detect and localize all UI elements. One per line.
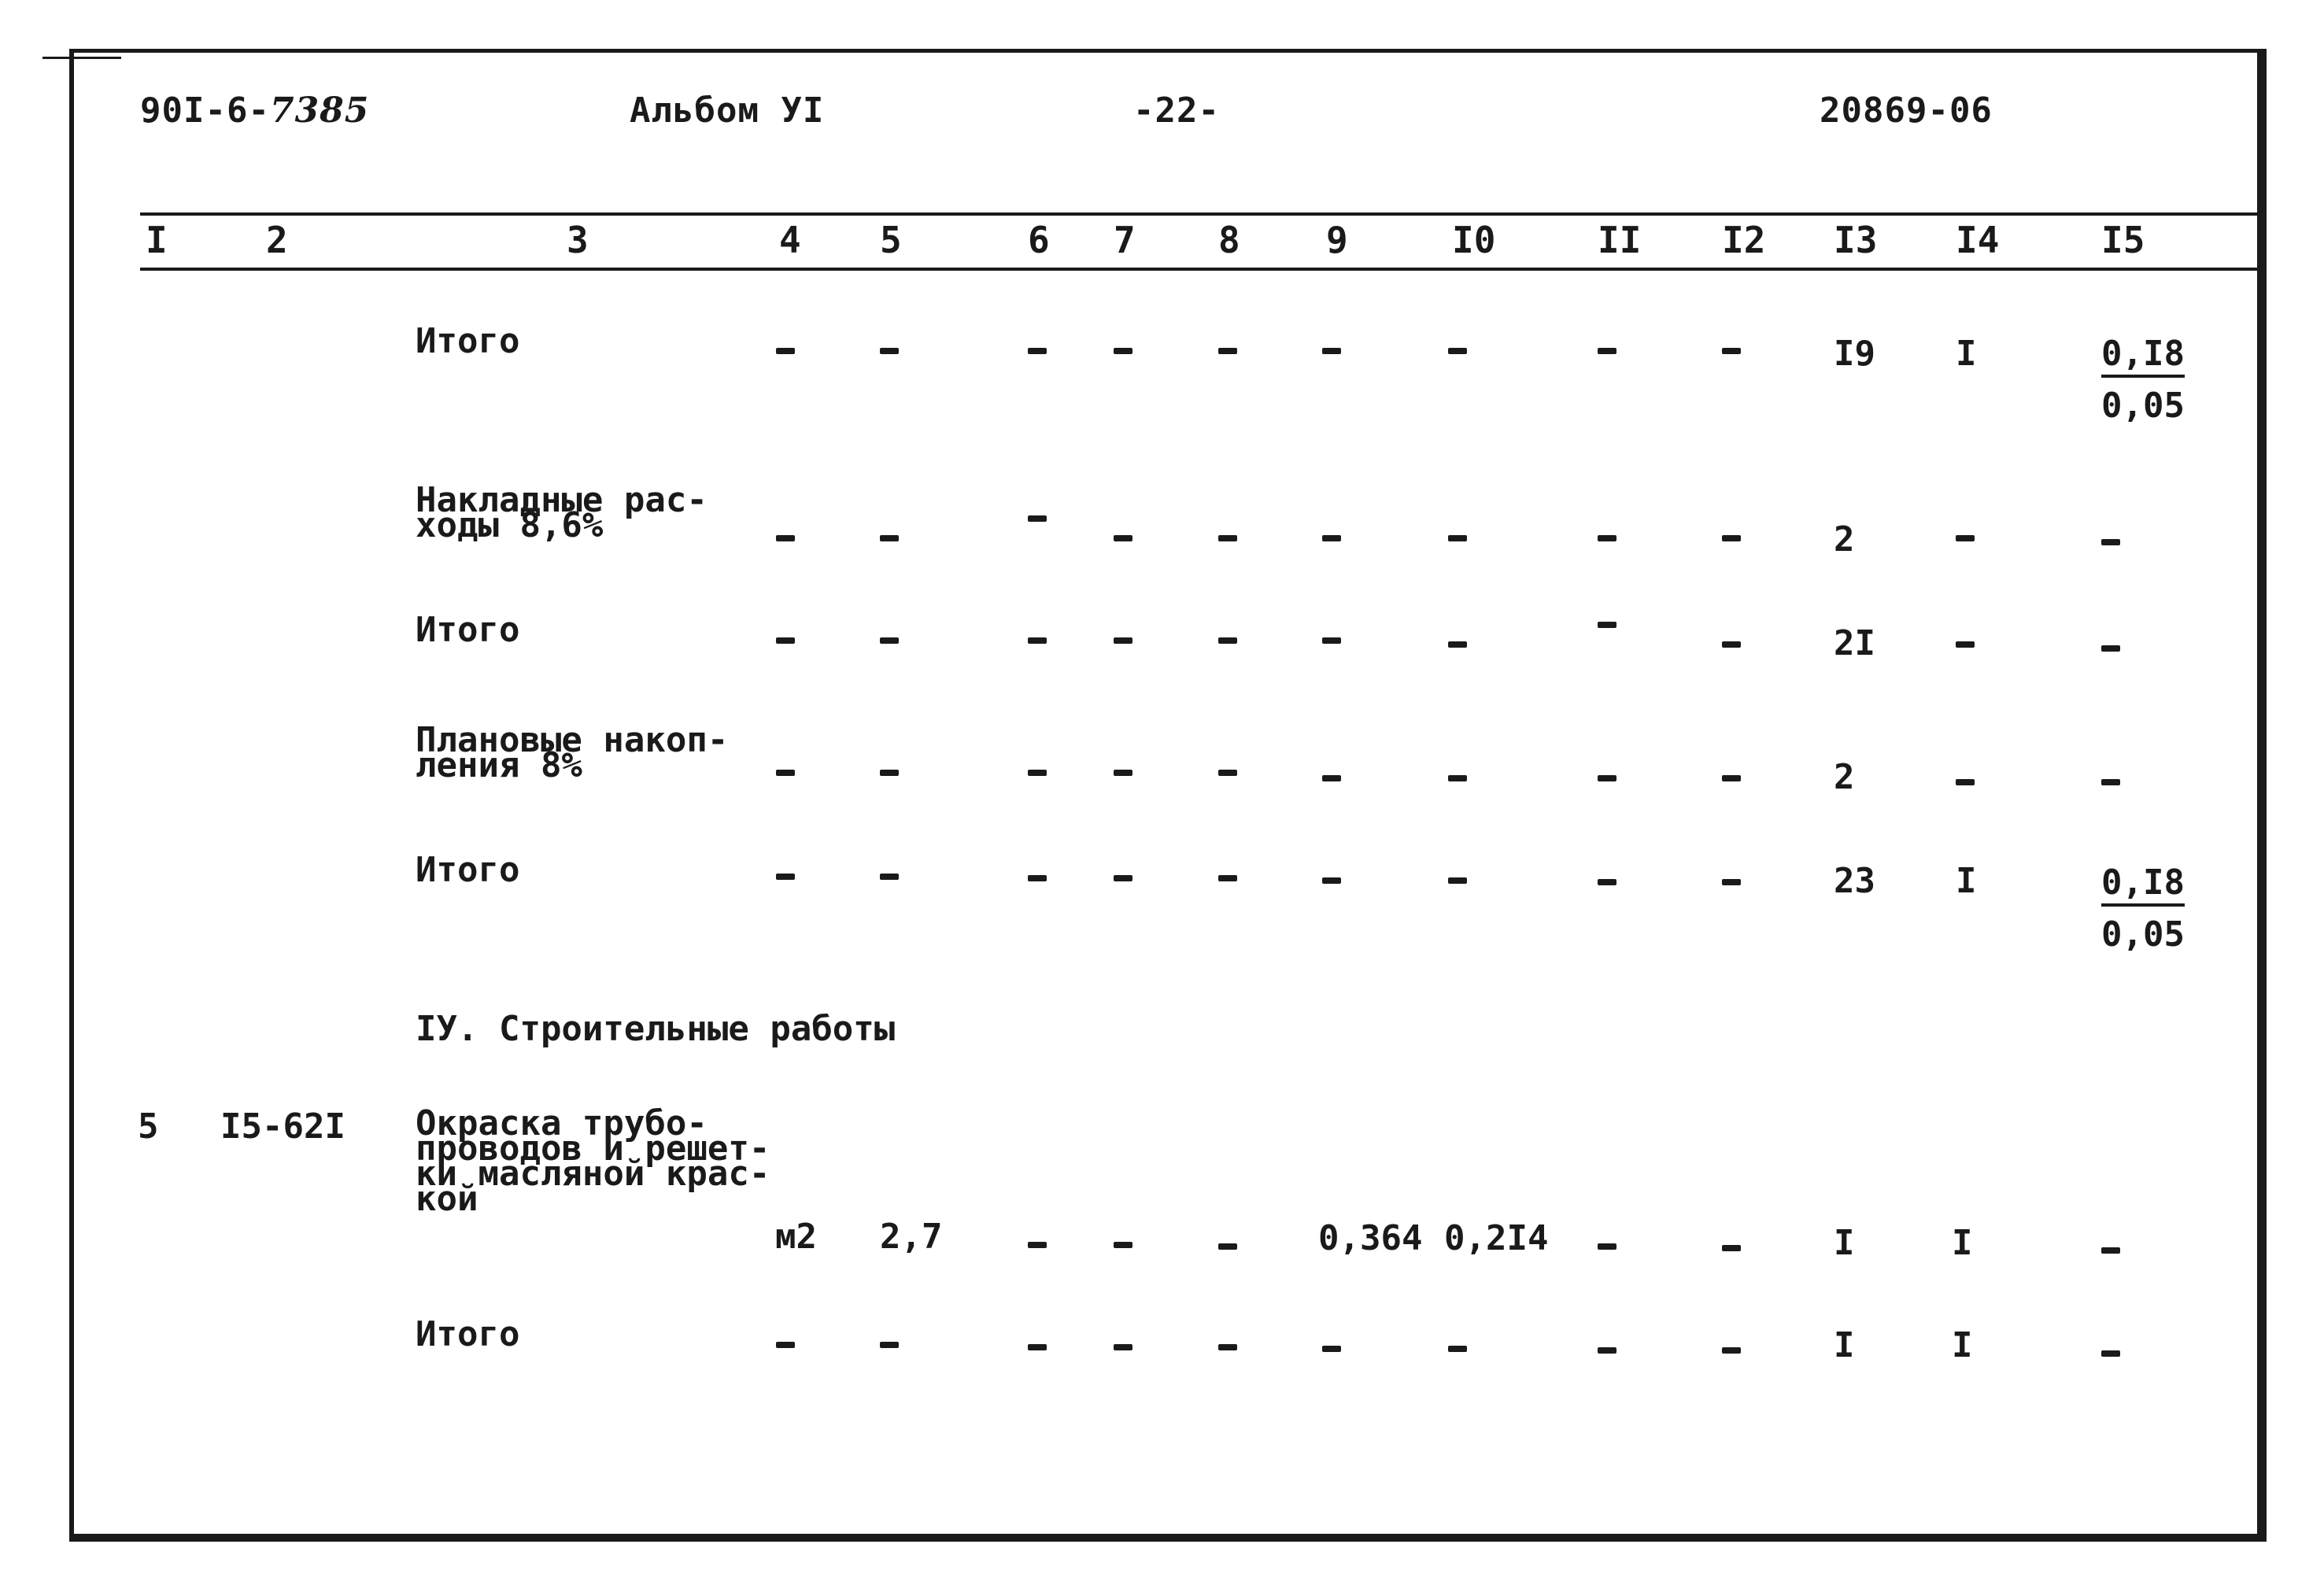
fraction-denominator: 0,05 [2101,386,2185,426]
dash [1028,637,1047,644]
dash [1322,775,1341,781]
cell-col13: 2 [1834,519,1855,560]
page-frame [69,49,2267,1542]
dash [1722,348,1741,354]
col-head-10: I0 [1452,219,1496,261]
header-rule-top [140,212,2261,216]
dash [1028,875,1047,881]
dash [1448,877,1467,884]
dash [1114,875,1132,881]
col-head-3: 3 [567,219,589,261]
dash [1448,641,1467,648]
col-head-1: I [146,219,168,261]
dash [776,874,795,880]
dash [1598,622,1616,628]
dash [1218,770,1237,776]
dash [1448,775,1467,781]
dash [1114,1242,1132,1248]
cell-col13: 2I [1834,623,1875,663]
cell-col1: 5 [138,1106,159,1147]
cell-col13: I [1834,1223,1855,1263]
dash [1028,515,1047,522]
cell-col9: 0,364 [1318,1218,1423,1258]
dash [776,637,795,644]
header-rule-bottom [140,268,2261,271]
dash [1722,1347,1741,1354]
dash [1028,1344,1047,1350]
col-head-15: I5 [2101,219,2145,261]
dash [1448,348,1467,354]
dash [776,1342,795,1348]
fraction-col15 [2101,334,2185,426]
dash [1218,637,1237,644]
cell-col13: 2 [1834,757,1855,797]
dash [1598,1243,1616,1250]
dash [1322,1346,1341,1352]
dash [1218,1243,1237,1250]
dash [1028,1242,1047,1248]
row-label: Накладные рас- ходы 8,6% [416,480,708,545]
dash [1598,879,1616,885]
dash [1322,877,1341,884]
dash [1956,641,1975,648]
col-head-14: I4 [1956,219,2000,261]
row-label: Итого [416,850,520,890]
dash [880,1342,899,1348]
fraction-numerator: 0,I8 [2101,337,2185,378]
col-head-7: 7 [1114,219,1136,261]
col-head-12: I2 [1722,219,1766,261]
dash [1114,637,1132,644]
dash [1114,535,1132,541]
dash [1218,535,1237,541]
cell-col10: 0,2I4 [1444,1218,1549,1258]
page-number: -22- [1133,91,1220,131]
dash [776,348,795,354]
dash [1722,535,1741,541]
dash [880,535,899,541]
dash [1322,535,1341,541]
dash [1722,879,1741,885]
dash [2101,779,2120,785]
dash [1956,535,1975,541]
col-head-5: 5 [880,219,902,261]
row-label: Итого [416,1314,520,1354]
row-label: Итого [416,321,520,361]
cell-col13: 23 [1834,861,1875,901]
dash [1028,770,1047,776]
album-title: Альбом УI [630,91,825,131]
col-head-13: I3 [1834,219,1878,261]
dash [1448,535,1467,541]
dash [1322,637,1341,644]
fraction-numerator: 0,I8 [2101,866,2185,907]
row-label: Окраска трубо- проводов и решет- ки масляной крас- кой [416,1103,770,1219]
dash [1956,779,1975,785]
dash [776,770,795,776]
dash [1598,775,1616,781]
col-head-9: 9 [1326,219,1348,261]
cell-col13: I9 [1834,334,1875,374]
cell-col4: м2 [775,1217,817,1257]
dash [1722,641,1741,648]
col-head-6: 6 [1028,219,1050,261]
dash [880,637,899,644]
dash [1114,1344,1132,1350]
dash [2101,1247,2120,1254]
dash [880,874,899,880]
cell-col14: I [1956,334,1977,374]
dash [1218,875,1237,881]
dash [1114,770,1132,776]
col-head-2: 2 [266,219,288,261]
dash [1218,348,1237,354]
dash [1598,535,1616,541]
cell-col13: I [1834,1325,1855,1365]
cell-col5: 2,7 [880,1217,943,1257]
col-head-4: 4 [779,219,801,261]
dash [1218,1344,1237,1350]
dash [1448,1346,1467,1352]
fraction-denominator: 0,05 [2101,914,2185,955]
dash [1722,775,1741,781]
col-head-8: 8 [1218,219,1240,261]
row-label: Плановые накоп- ления 8% [416,720,729,785]
dash [1114,348,1132,354]
document-number: 20869-06 [1820,91,1993,131]
dash [1598,348,1616,354]
dash [2101,539,2120,545]
dash [2101,645,2120,652]
cell-col14: I [1956,861,1977,901]
cell-col14: I [1952,1223,1973,1263]
dash [1722,1245,1741,1251]
cell-col14: I [1952,1325,1973,1365]
handwritten-code: 7385 [269,91,370,131]
document-code: 90I-6-7385 [140,91,370,131]
dash [880,770,899,776]
dash [1322,348,1341,354]
dash [2101,1350,2120,1357]
cell-col2: I5-62I [220,1106,345,1147]
fraction-col15 [2101,863,2185,955]
row-label: Итого [416,610,520,650]
dash [776,535,795,541]
col-head-11: II [1598,219,1642,261]
section-heading: IУ. Строительные работы [416,1009,896,1049]
dash [1598,1347,1616,1354]
dash [880,348,899,354]
dash [1028,348,1047,354]
